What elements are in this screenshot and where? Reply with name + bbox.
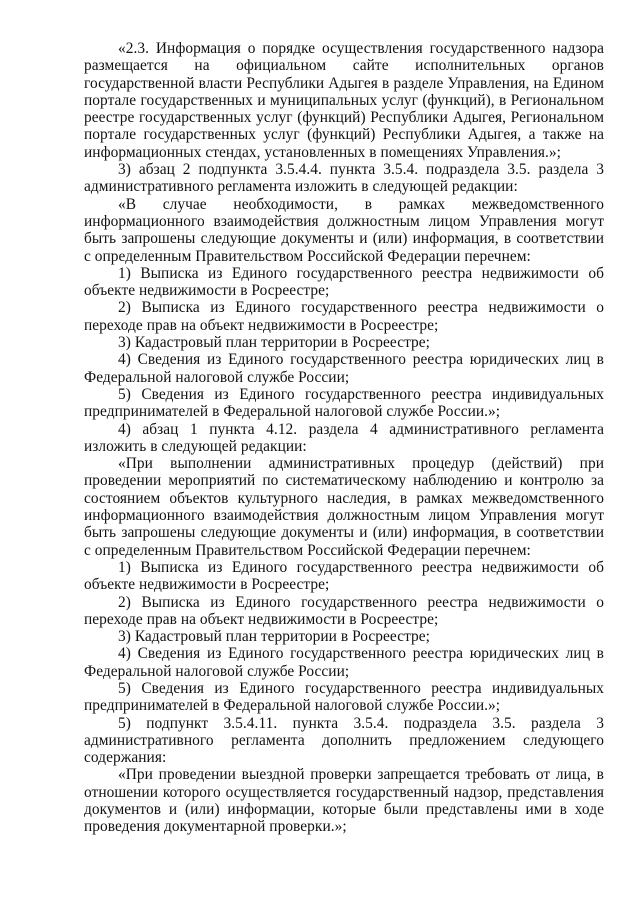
list-item-3: 3) Кадастровый план территории в Росреестре; — [118, 628, 430, 646]
list-item-2: 2) Выписка из Единого государственного реестра недвижимости о переходе прав на объект недвижимости в Росреестре; — [84, 593, 604, 628]
list-item-3: 3) Кадастровый план территории в Росреестре; — [118, 334, 430, 352]
paragraph-quote-intro-1: «В случае необходимости, в рамках межведомственного информационного взаимодействия должностным лицом Управления могут быть запрошены следующие документы и (или) информация, в соответствии с определенным Правительством Российской Федерации перечнем: — [84, 195, 604, 265]
list-item-5: 5) Сведения из Единого государственного реестра индивидуальных предпринимателей в Федеральной налоговой службе России.»; — [84, 679, 604, 715]
list-item-2: 2) Выписка из Единого государственного реестра недвижимости о переходе прав на объект недвижимости в Росреестре; — [84, 299, 604, 334]
list-item-4: 4) Сведения из Единого государственного реестра юридических лиц в Федеральной налоговой службе России; — [84, 645, 604, 680]
paragraph-quote-inspection: «При проведении выездной проверки запрещается требовать от лица, в отношении которого осуществляется государственный надзор, представления документов и (или) информации, которые были представлены ими в ходе проведения документарной проверки.»; — [84, 766, 604, 836]
paragraph-2-3-info: «2.3. Информация о порядке осуществления государственного надзора размещается на официальном сайте исполнительных органов государственной власти Республики Адыгея в разделе Управления, на Едином портале государственных и муниципальных услуг (функций), в Региональном реестре государственных услуг (функций) Республики Адыгея, Региональном портале государственных услуг (функций) Республики Адыгея, а также на информационных стендах, установленных в помещениях Управления.»; — [84, 40, 604, 161]
paragraph-amendment-3: 3) абзац 2 подпункта 3.5.4.4. пункта 3.5.4. подраздела 3.5. раздела 3 административного регламента изложить в следующей редакции: — [84, 161, 604, 196]
list-item-4: 4) Сведения из Единого государственного реестра юридических лиц в Федеральной налоговой службе России; — [84, 351, 604, 386]
list-item-1: 1) Выписка из Единого государственного реестра недвижимости об объекте недвижимости в Росреестре; — [84, 558, 604, 594]
list-item-5: 5) Сведения из Единого государственного реестра индивидуальных предпринимателей в Федеральной налоговой службе России.»; — [84, 385, 604, 421]
paragraph-amendment-4: 4) абзац 1 пункта 4.12. раздела 4 административного регламента изложить в следующей редакции: — [84, 420, 604, 455]
list-item-1: 1) Выписка из Единого государственного реестра недвижимости об объекте недвижимости в Росреестре; — [84, 264, 604, 300]
paragraph-amendment-5: 5) подпункт 3.5.4.11. пункта 3.5.4. подраздела 3.5. раздела 3 административного регламента дополнить предложением следующего содержания: — [84, 714, 604, 767]
paragraph-quote-intro-2: «При выполнении административных процедур (действий) при проведении мероприятий по систематическому наблюдению и контролю за состоянием объектов культурного наследия, в рамках межведомственного информационного взаимодействия должностным лицом Управления могут быть запрошены следующие документы и (или) информация, в соответствии с определенным Правительством Российской Федерации перечнем: — [84, 455, 604, 559]
